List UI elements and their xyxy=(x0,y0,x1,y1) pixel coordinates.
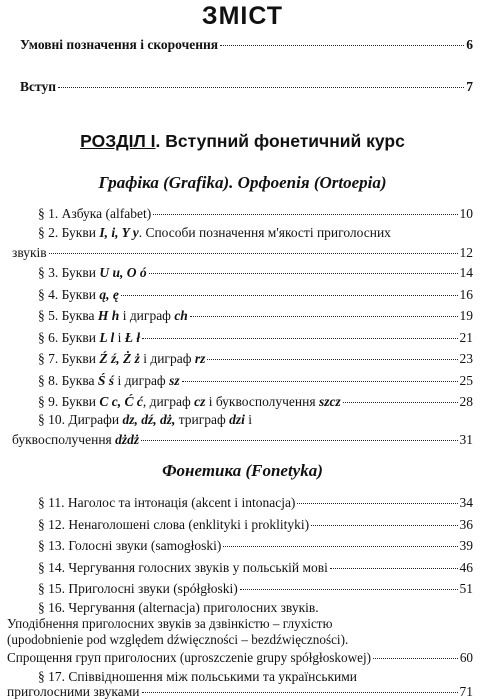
entry-letters: szcz xyxy=(318,394,341,409)
entry-text: Чергування голосних звуків у польській мові xyxy=(68,560,328,575)
dot-leader xyxy=(190,316,458,317)
entry-text: Чергування (alternacja) приголосних звуків. xyxy=(68,600,319,615)
entry-letters: Ł ł xyxy=(124,330,141,345)
toc-entry-17-cont[interactable] xyxy=(7,684,473,700)
entry-text: Букви xyxy=(61,330,100,345)
entry-number: § 4. xyxy=(38,287,59,302)
entry-text: Букви xyxy=(61,225,100,240)
toc-page-number: 25 xyxy=(459,373,473,388)
entry-number: § 8. xyxy=(38,373,59,388)
toc-entry-7[interactable] xyxy=(38,351,473,367)
dot-leader xyxy=(149,273,458,274)
toc-entry-8[interactable] xyxy=(38,373,473,389)
entry-letters: ch xyxy=(174,308,188,323)
toc-entry-13[interactable] xyxy=(38,538,473,554)
toc-entry-4[interactable] xyxy=(38,287,473,303)
entry-text: триграф xyxy=(175,412,230,427)
entry-text: Буква xyxy=(61,308,98,323)
entry-text: Диграфи xyxy=(68,412,123,427)
entry-text: (upodobnienie pod względem dźwięczności – bezdźwięczności). xyxy=(7,632,349,647)
toc-entry-12[interactable] xyxy=(38,517,473,533)
entry-text: і диграф xyxy=(119,308,175,323)
toc-entry-3[interactable] xyxy=(38,265,473,281)
entry-text: і диграф xyxy=(139,351,195,366)
dot-leader xyxy=(330,568,458,569)
page-title: ЗМІСТ xyxy=(201,2,284,30)
toc-page-number: 71 xyxy=(459,684,473,699)
entry-number: § 10. xyxy=(38,412,65,427)
toc-entry-6[interactable] xyxy=(38,330,473,346)
toc-entry-5[interactable] xyxy=(38,308,473,324)
entry-number: § 2. xyxy=(38,225,59,240)
toc-entry-16[interactable] xyxy=(38,600,473,616)
entry-text: приголосними звуками xyxy=(7,684,140,699)
entry-number: § 14. xyxy=(38,560,65,575)
entry-number: § 13. xyxy=(38,538,65,553)
dot-leader xyxy=(297,503,457,504)
toc-entry-11[interactable] xyxy=(38,495,473,511)
entry-text: Букви xyxy=(61,287,100,302)
toc-page-number: 10 xyxy=(459,206,473,221)
entry-text: буквосполучення xyxy=(12,432,116,447)
dot-leader xyxy=(220,45,464,46)
entry-letters: cz xyxy=(194,394,206,409)
toc-entry-17[interactable] xyxy=(38,669,473,685)
entry-number: § 17. xyxy=(38,669,65,684)
toc-page-number: 12 xyxy=(459,245,473,260)
dot-leader xyxy=(207,359,457,360)
entry-letters: Ź ź, Ż ż xyxy=(99,351,140,366)
toc-page-number: 39 xyxy=(459,538,473,553)
entry-letters: U u, O ó xyxy=(99,265,147,280)
entry-number: § 9. xyxy=(38,394,59,409)
entry-text: Приголосні звуки (spółgłoski) xyxy=(68,581,238,596)
toc-entry-15[interactable] xyxy=(38,581,473,597)
entry-letters: dz, dź, dż, xyxy=(122,412,176,427)
section-prefix: РОЗДІЛ І xyxy=(80,131,156,151)
dot-leader xyxy=(142,338,457,339)
entry-letters: ą, ę xyxy=(99,287,119,302)
dot-leader xyxy=(343,402,458,403)
dot-leader xyxy=(49,253,458,254)
toc-entry-1[interactable] xyxy=(38,206,473,222)
entry-letters: L l xyxy=(99,330,115,345)
entry-text: Спрощення груп приголосних (uproszczenie grupy spółgłoskowej) xyxy=(7,650,372,665)
toc-page-number: 36 xyxy=(459,517,473,532)
toc-page-number: 23 xyxy=(459,351,473,366)
toc-page-number: 16 xyxy=(459,287,473,302)
entry-text: Букви xyxy=(61,351,100,366)
toc-page-number: 21 xyxy=(459,330,473,345)
dot-leader xyxy=(223,546,457,547)
toc-page-number: 51 xyxy=(459,581,473,596)
entry-letters: dzi xyxy=(229,412,245,427)
section-heading xyxy=(0,131,485,152)
entry-text: Букви xyxy=(61,394,100,409)
toc-entry-label: Вступ xyxy=(20,79,56,94)
dot-leader xyxy=(58,87,464,88)
entry-text: і xyxy=(244,412,253,427)
entry-text: Азбука (alfabet) xyxy=(61,206,152,221)
entry-letters: sz xyxy=(169,373,180,388)
entry-text: Уподібнення приголосних звуків за дзвінкістю – глухістю xyxy=(7,616,333,631)
entry-number: § 5. xyxy=(38,308,59,323)
dot-leader xyxy=(142,692,458,693)
toc-entry-9[interactable] xyxy=(38,394,473,410)
dot-leader xyxy=(373,658,458,659)
toc-page-number: 14 xyxy=(459,265,473,280)
entry-text: Букви xyxy=(61,265,100,280)
entry-number: § 1. xyxy=(38,206,59,221)
entry-number: § 3. xyxy=(38,265,59,280)
entry-letters: I, i, Y y xyxy=(99,225,139,240)
entry-number: § 16. xyxy=(38,600,65,615)
toc-entry-14[interactable] xyxy=(38,560,473,576)
toc-page-number: 7 xyxy=(466,79,473,94)
toc-page-number: 46 xyxy=(459,560,473,575)
entry-text: і диграф xyxy=(114,373,170,388)
entry-number: § 15. xyxy=(38,581,65,596)
entry-text: Голосні звуки (samogłoski) xyxy=(68,538,222,553)
entry-text: і буквосполучення xyxy=(205,394,319,409)
section-title: . Вступний фонетичний курс xyxy=(155,131,405,151)
toc-page-number: 6 xyxy=(466,37,473,52)
subsection-heading-graphics: Графіка (Grafika). Орфоепія (Ortoepia) xyxy=(98,173,387,192)
toc-entry-16-cont[interactable] xyxy=(7,616,473,648)
entry-letters: H h xyxy=(97,308,120,323)
toc-entry-label: Умовні позначення і скорочення xyxy=(20,37,219,52)
entry-letters: dżdż xyxy=(115,432,140,447)
toc-entry-abbreviations[interactable] xyxy=(20,37,473,53)
toc-entry-10-cont[interactable] xyxy=(12,432,473,448)
toc-page-number: 31 xyxy=(459,432,473,447)
toc-entry-2-cont[interactable] xyxy=(12,245,473,261)
toc-page-number: 60 xyxy=(459,650,473,665)
entry-number: § 11. xyxy=(38,495,65,510)
toc-entry-10[interactable] xyxy=(38,412,473,428)
dot-leader xyxy=(311,525,457,526)
toc-entry-16-end[interactable] xyxy=(7,650,473,666)
entry-text: звуків xyxy=(12,245,47,260)
toc-page-number: 19 xyxy=(459,308,473,323)
toc-entry-2[interactable] xyxy=(38,225,473,241)
entry-text: Наголос та інтонація (akcent i intonacja) xyxy=(67,495,296,510)
entry-text: . Способи позначення м'якості приголосних xyxy=(138,225,391,240)
dot-leader xyxy=(182,381,458,382)
dot-leader xyxy=(121,295,458,296)
entry-letters: C c, Ć ć xyxy=(99,394,143,409)
dot-leader xyxy=(141,440,457,441)
entry-number: § 7. xyxy=(38,351,59,366)
entry-text: і xyxy=(114,330,125,345)
entry-text: Ненаголошені слова (enklityki i proklityki) xyxy=(68,517,310,532)
entry-text: Буква xyxy=(61,373,98,388)
entry-number: § 6. xyxy=(38,330,59,345)
entry-letters: Ś ś xyxy=(97,373,115,388)
dot-leader xyxy=(153,214,457,215)
entry-letters: rz xyxy=(194,351,206,366)
toc-page-number: 28 xyxy=(459,394,473,409)
entry-text: , диграф xyxy=(142,394,195,409)
toc-page-number: 34 xyxy=(459,495,473,510)
entry-number: § 12. xyxy=(38,517,65,532)
subsection-heading-phonetics: Фонетика (Fonetyka) xyxy=(162,461,323,480)
dot-leader xyxy=(240,589,458,590)
entry-text: Співвідношення між польськими та українськими xyxy=(68,669,358,684)
toc-entry-introduction[interactable] xyxy=(20,79,473,95)
